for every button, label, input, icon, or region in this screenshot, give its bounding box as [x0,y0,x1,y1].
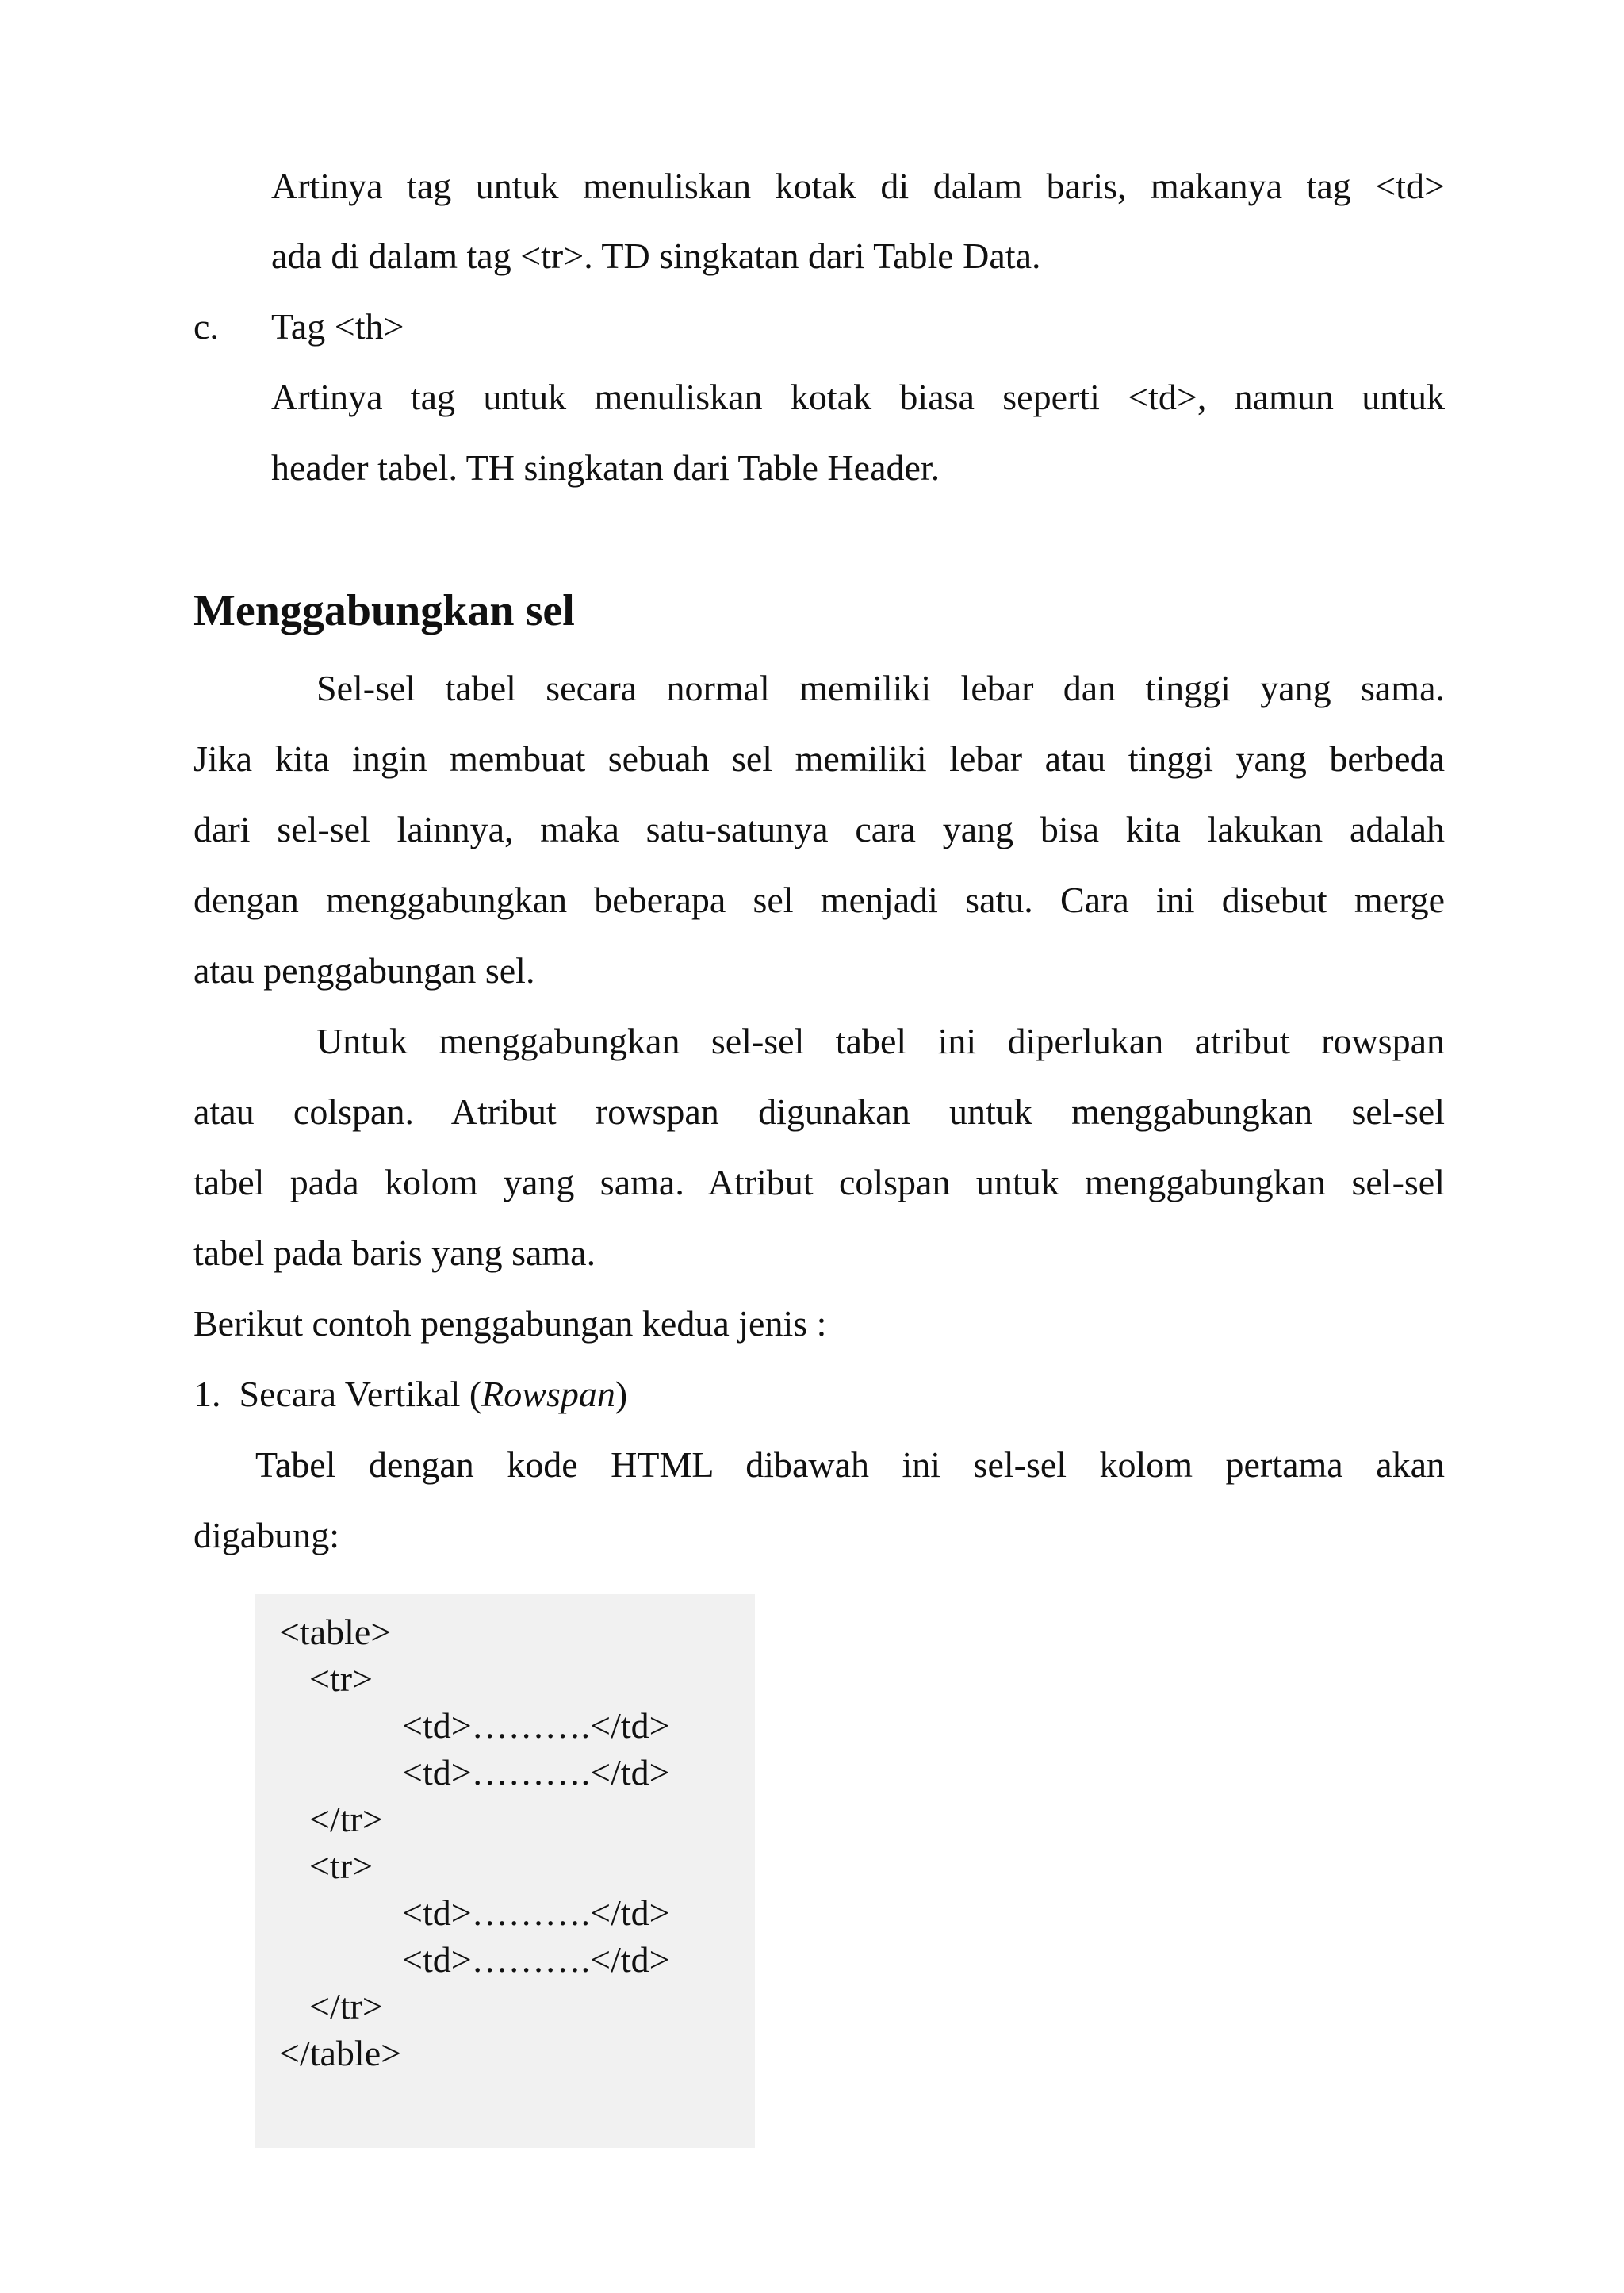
paragraph-line: header tabel. TH singkatan dari Table Header. [271,447,940,488]
code-line: </tr> [309,1799,383,1839]
list-item-title: Tag <th> [271,306,404,347]
list-item-prefix: 1. Secara Vertikal ( [193,1374,482,1414]
code-line: <td>……….</td> [402,1892,670,1933]
paragraph-line: dari sel-sel lainnya, maka satu-satunya cara yang bisa kita lakukan adalah [193,809,1445,849]
code-line: <table> [279,1612,392,1652]
code-line: <td>……….</td> [402,1939,670,1980]
code-line: <tr> [309,1846,373,1886]
list-item-suffix: ) [615,1374,628,1414]
paragraph-line: tabel pada kolom yang sama. Atribut colspan untuk menggabungkan sel-sel [193,1162,1445,1202]
code-line: </table> [279,2033,402,2073]
paragraph-line: digabung: [193,1515,339,1555]
code-line: </tr> [309,1986,383,2027]
list-item [193,1371,627,1418]
paragraph-line: Tabel dengan kode HTML dibawah ini sel-sel kolom pertama akan [255,1444,1445,1485]
paragraph-line: ada di dalam tag <tr>. TD singkatan dari Table Data. [271,236,1041,276]
paragraph-line: Artinya tag untuk menuliskan kotak biasa seperti <td>, namun untuk [271,377,1445,417]
list-marker: c. [193,306,219,347]
paragraph-line: Untuk menggabungkan sel-sel tabel ini diperlukan atribut rowspan [316,1021,1445,1061]
paragraph-line: Artinya tag untuk menuliskan kotak di dalam baris, makanya tag <td> [271,166,1445,206]
list-item-emphasis: Rowspan [481,1374,615,1414]
section-heading: Menggabungkan sel [193,586,575,635]
code-block [255,1594,755,2148]
code-line: <td>……….</td> [402,1752,670,1793]
paragraph-line: atau colspan. Atribut rowspan digunakan untuk menggabungkan sel-sel [193,1091,1445,1132]
code-line: <tr> [309,1658,373,1699]
paragraph-line: dengan menggabungkan beberapa sel menjadi satu. Cara ini disebut merge [193,880,1445,920]
paragraph-line: atau penggabungan sel. [193,950,535,991]
code-line: <td>……….</td> [402,1705,670,1746]
paragraph-line: Berikut contoh penggabungan kedua jenis : [193,1303,827,1344]
paragraph-line: Jika kita ingin membuat sebuah sel memiliki lebar atau tinggi yang berbeda [193,738,1445,779]
paragraph-line: Sel-sel tabel secara normal memiliki lebar dan tinggi yang sama. [316,668,1445,708]
paragraph-line: tabel pada baris yang sama. [193,1233,596,1273]
